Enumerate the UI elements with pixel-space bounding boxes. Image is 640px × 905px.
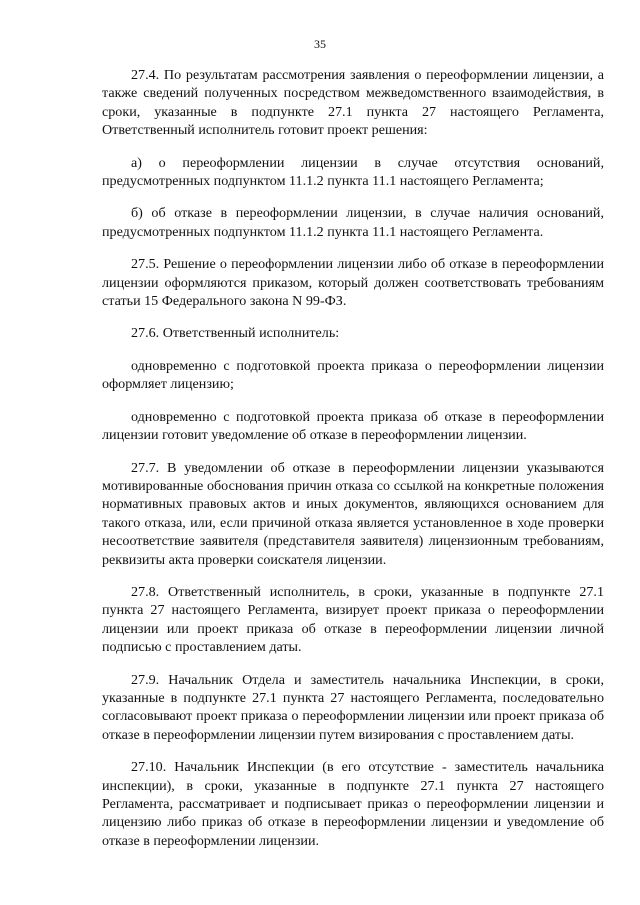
paragraph-27-4-b: б) об отказе в переоформлении лицензии, в случае наличия оснований, предусмотренных подпунктом 11.1.2 пункта 11.1 настоящего Регламента. [102,205,604,240]
paragraph-27-9: 27.9. Начальник Отдела и заместитель начальника Инспекции, в сроки, указанные в подпункте 27.1 пункта 27 настоящего Регламента, последовательно согласовывают проект приказа о переоформлении лицензии или проект приказа об отказе в переоформлении лицензии путем визирования с проставлением даты. [102,671,604,743]
paragraph-27-6-license: одновременно с подготовкой проекта приказа о переоформлении лицензии оформляет лицензию; [102,357,604,393]
paragraph-27-7: 27.7. В уведомлении об отказе в переоформлении лицензии указываются мотивированные обоснования причин отказа со ссылкой на конкретные положения нормативных правовых актов и иных документов, являющихся основанием для такого отказа, или, если причиной отказа является установленное в ходе проверки несоответствие заявителя (представителя заявителя) лицензионным требованиям, реквизиты акта проверки соискателя лицензии. [102,459,604,568]
document-body [102,66,604,864]
page-number: 35 [314,37,326,51]
paragraph-27-4-a: а) о переоформлении лицензии в случае отсутствия оснований, предусмотренных подпунктом 11.1.2 пункта 11.1 настоящего Регламента; [102,154,604,190]
paragraph-27-5: 27.5. Решение о переоформлении лицензии либо об отказе в переоформлении лицензии оформляются приказом, который должен соответствовать требованиям статьи 15 Федерального закона N 99-ФЗ. [102,256,604,310]
paragraph-27-6: 27.6. Ответственный исполнитель: [131,325,340,342]
paragraph-27-4: 27.4. По результатам рассмотрения заявления о переоформлении лицензии, а также сведений полученных посредством межведомственного взаимодействия, в сроки, указанные в подпункте 27.1 пункта 27 настоящего Регламента, Ответственный исполнитель готовит проект решения: [102,67,604,139]
paragraph-27-6-notice: одновременно с подготовкой проекта приказа об отказе в переоформлении лицензии готовит уведомление об отказе в переоформлении лицензии. [102,408,604,444]
paragraph-27-10: 27.10. Начальник Инспекции (в его отсутствие - заместитель начальника инспекции), в сроки, указанные в подпункте 27.1 пункта 27 настоящего Регламента, рассматривает и подписывает приказ о переоформлении лицензии и лицензию либо приказ об отказе в переоформлении лицензии и уведомление об отказе в переоформлении лицензии. [102,759,604,849]
paragraph-27-8: 27.8. Ответственный исполнитель, в сроки, указанные в подпункте 27.1 пункта 27 настоящего Регламента, визирует проект приказа о переоформлении лицензии или проект приказа об отказе в переоформлении лицензии личной подписью с проставлением даты. [102,583,604,656]
